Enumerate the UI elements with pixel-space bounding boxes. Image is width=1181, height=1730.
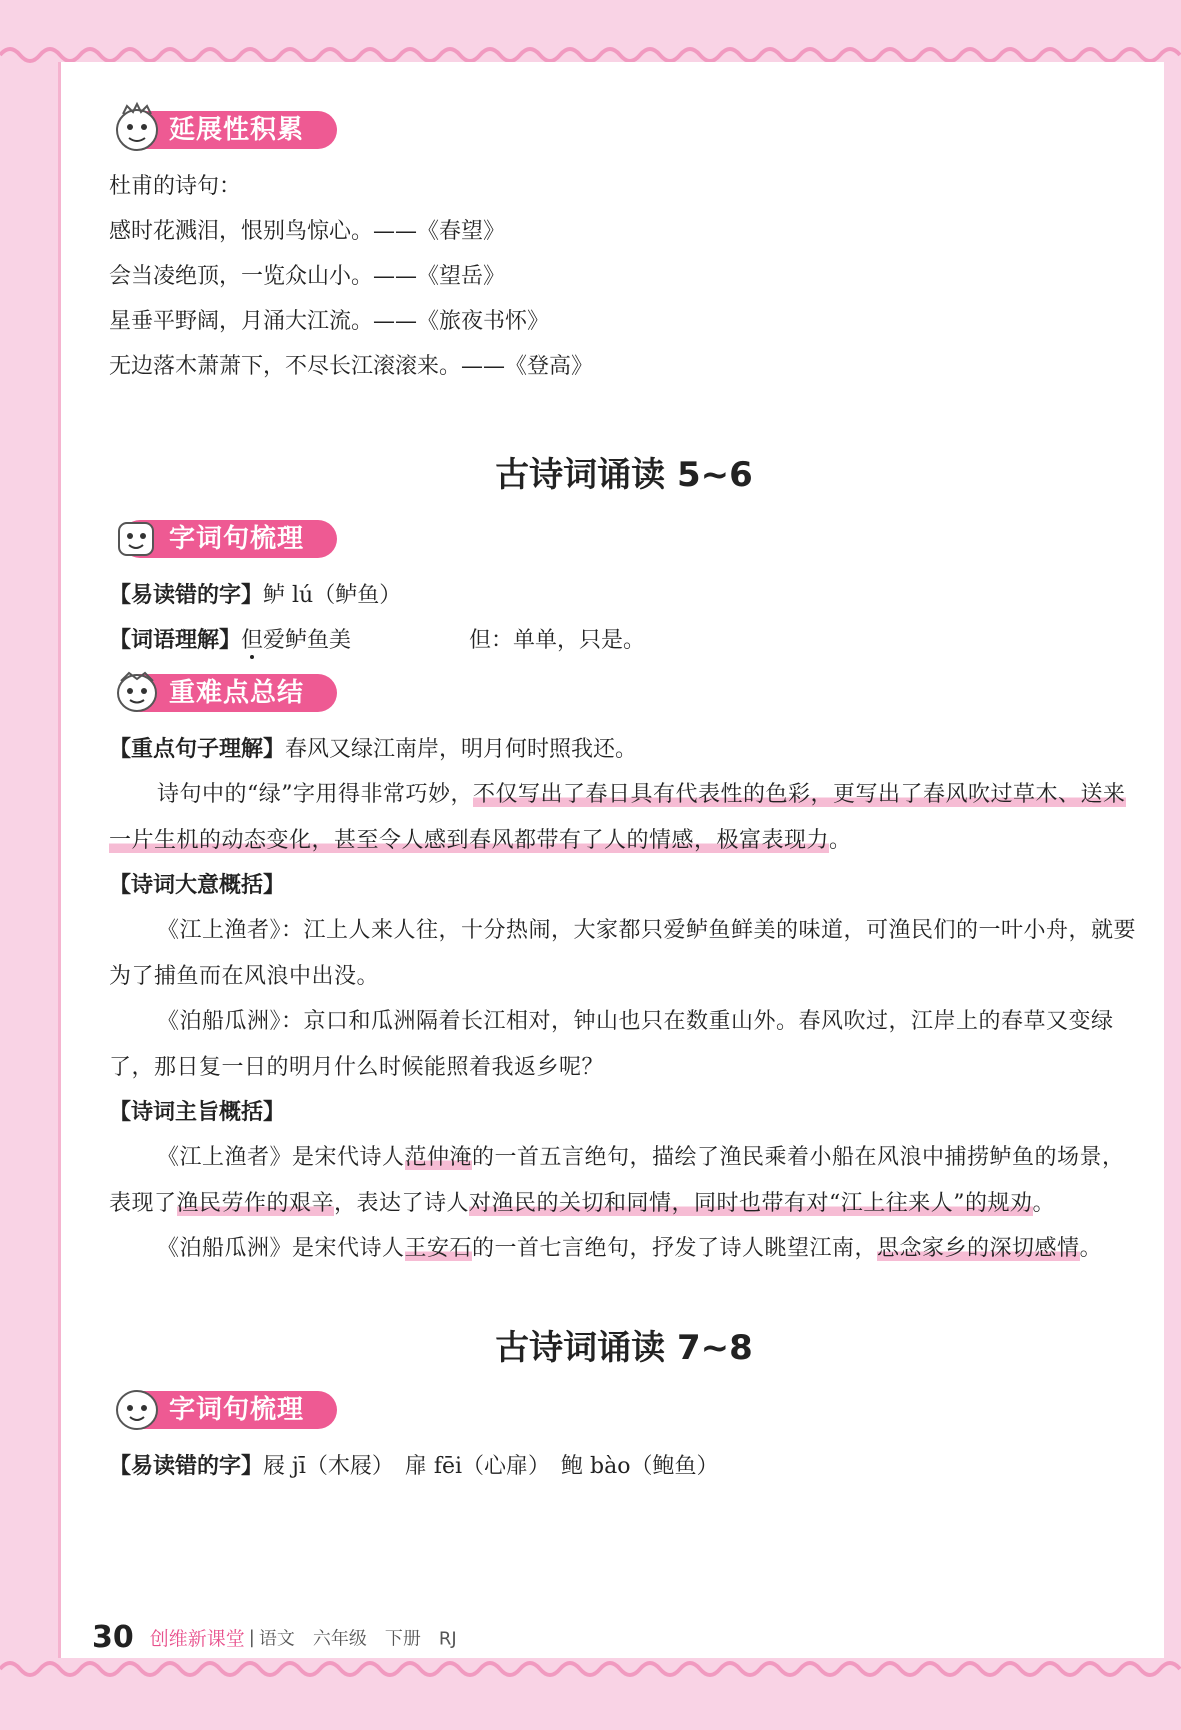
theme-paragraph bbox=[109, 1226, 1139, 1272]
analysis-highlight: 不仅写出了春日具有代表性的色彩，更写出了春风吹过草木、送来一片生机的动态变化，甚至令人感到春风都带有了人的情感，极富表现力 bbox=[109, 782, 1126, 853]
poem-line: 会当凌绝顶，一览众山小。——《望岳》 bbox=[109, 264, 506, 289]
poem-line: 感时花溅泪，恨别鸟惊心。——《春望》 bbox=[109, 219, 506, 244]
vocab-tag: 【词语理解】 bbox=[109, 628, 242, 653]
theme-highlight: 对渔民的关切和同情，同时也带有对“江上往来人”的规劝 bbox=[469, 1190, 1033, 1216]
footer-separator: | bbox=[248, 1627, 255, 1648]
mascot-icon bbox=[109, 509, 165, 565]
misread-text: 鲈 lú（鲈鱼） bbox=[263, 583, 402, 608]
theme-text: 。 bbox=[1079, 1236, 1103, 1261]
misread-row bbox=[109, 573, 1139, 618]
page-number: 30 bbox=[92, 1620, 134, 1655]
mascot-icon bbox=[109, 100, 165, 156]
theme-paragraph bbox=[109, 1135, 1139, 1226]
section-badge-extension bbox=[109, 106, 341, 154]
mascot-icon bbox=[109, 1380, 165, 1436]
page-sheet bbox=[58, 62, 1164, 1658]
theme-tag: 【诗词主旨概括】 bbox=[109, 1100, 286, 1125]
poem-line: 无边落木萧萧下，不尽长江滚滚来。——《登高》 bbox=[109, 354, 594, 379]
key-sentence: 春风又绿江南岸，明月何时照我还。 bbox=[285, 737, 638, 762]
poem-line: 星垂平野阔，月涌大江流。——《旅夜书怀》 bbox=[109, 309, 550, 334]
key-sentence-analysis bbox=[109, 772, 1139, 863]
theme-highlight: 渔民劳作的艰辛 bbox=[176, 1190, 335, 1216]
section-badge-label: 延展性积累 bbox=[169, 115, 305, 145]
misread-tag: 【易读错的字】 bbox=[109, 1453, 264, 1479]
bottom-wavy-border bbox=[0, 1654, 1181, 1684]
section-badge-words bbox=[109, 515, 341, 563]
intro-text: 杜甫的诗句： bbox=[109, 174, 242, 199]
theme-text: 。 bbox=[1032, 1190, 1056, 1216]
section-badge-words-2 bbox=[109, 1386, 341, 1434]
vocab-definition: 但：单单，只是。 bbox=[469, 628, 646, 653]
section-badge-label: 字词句梳理 bbox=[169, 524, 305, 554]
section-badge-key-points bbox=[109, 669, 341, 717]
vocab-row bbox=[109, 618, 1139, 663]
section-badge-label: 重难点总结 bbox=[169, 678, 305, 708]
section-badge-label: 字词句梳理 bbox=[169, 1394, 305, 1425]
analysis-text: 。 bbox=[829, 827, 852, 853]
misread-tag: 【易读错的字】 bbox=[109, 583, 264, 608]
brand-name: 创维新课堂 bbox=[149, 1628, 245, 1650]
vocab-word: 爱鲈鱼美 bbox=[263, 628, 352, 653]
theme-text: 的一首五言绝句，描绘了渔民乘着小船在风浪中捕捞鲈鱼的场景，表现了 bbox=[109, 1145, 1125, 1216]
page-footer bbox=[92, 1620, 457, 1655]
theme-text: 《泊船瓜洲》是宋代诗人 bbox=[157, 1236, 405, 1261]
key-sentence-row bbox=[109, 727, 1139, 772]
misread-row bbox=[109, 1444, 1139, 1489]
analysis-text: 诗句中的“绿”字用得非常巧妙， bbox=[157, 782, 473, 807]
theme-highlight: 范仲淹 bbox=[404, 1145, 473, 1170]
theme-highlight: 思念家乡的深切感情 bbox=[877, 1236, 1080, 1261]
section-title-5-6: 古诗词诵读 5~6 bbox=[495, 455, 753, 495]
gist-tag: 【诗词大意概括】 bbox=[109, 873, 286, 898]
gist-paragraph: 《江上渔者》：江上人来人往，十分热闹，大家都只爱鲈鱼鲜美的味道，可渔民们的一叶小舟，就要为了捕鱼而在风浪中出没。 bbox=[109, 918, 1137, 989]
misread-text: 屐 jī（木屐） 扉 fēi（心扉） 鲍 bào（鲍鱼） bbox=[263, 1453, 719, 1479]
theme-text: ，表达了诗人 bbox=[334, 1190, 470, 1216]
theme-text: 《江上渔者》是宋代诗人 bbox=[157, 1145, 405, 1170]
theme-text: 的一首七言绝句，抒发了诗人眺望江南， bbox=[472, 1236, 878, 1261]
vocab-dotted-char: 但 bbox=[241, 628, 264, 653]
section-title-7-8: 古诗词诵读 7~8 bbox=[495, 1327, 753, 1368]
mascot-icon bbox=[109, 663, 165, 719]
theme-highlight: 王安石 bbox=[404, 1236, 473, 1261]
key-sentence-tag: 【重点句子理解】 bbox=[109, 737, 286, 762]
gist-paragraph: 《泊船瓜洲》：京口和瓜洲隔着长江相对，钟山也只在数重山外。春风吹过，江岸上的春草又变绿了，那日复一日的明月什么时候能照着我返乡呢？ bbox=[109, 1009, 1114, 1080]
footer-meta: 语文 六年级 下册 RJ bbox=[258, 1628, 457, 1650]
